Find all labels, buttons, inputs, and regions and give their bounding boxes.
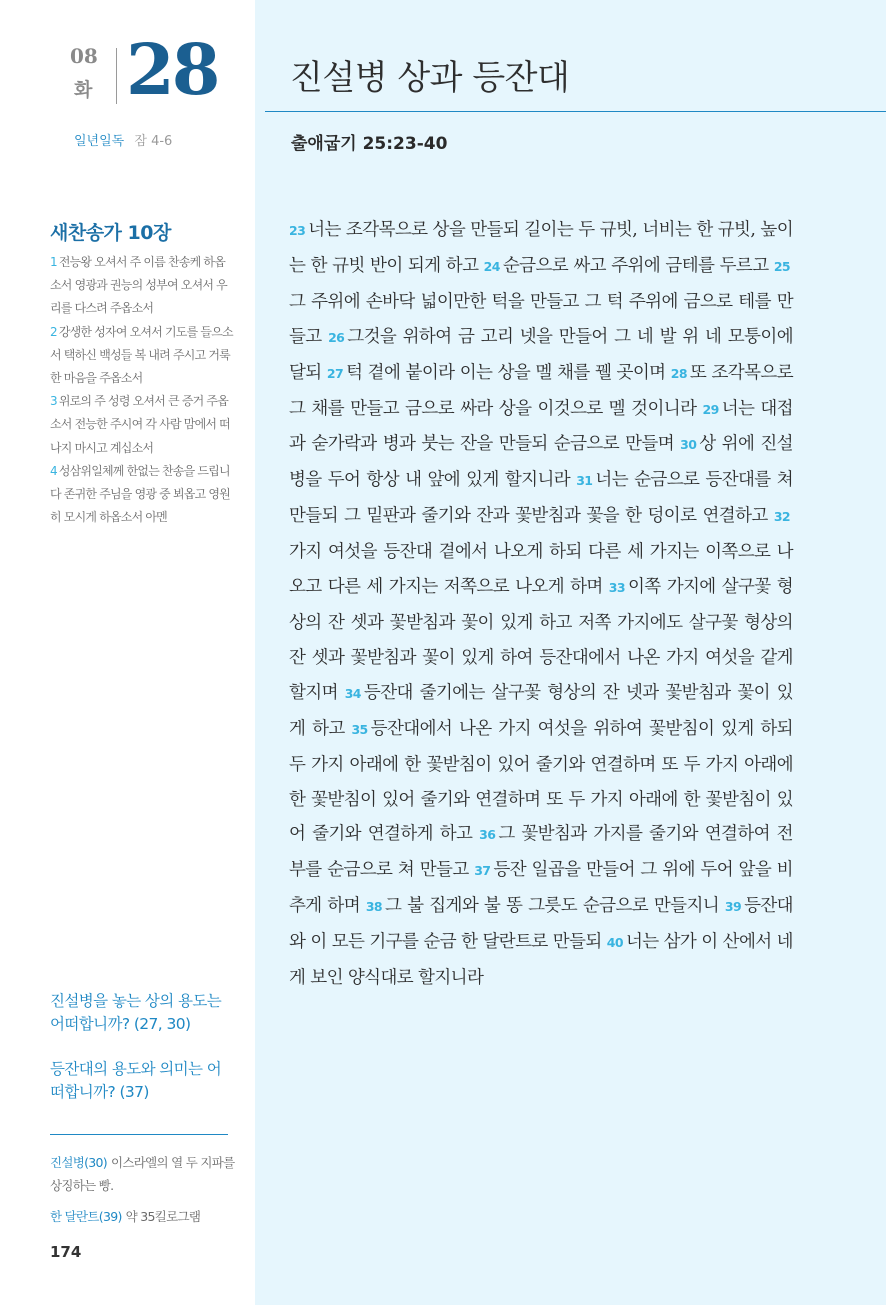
verse-number: 24 bbox=[483, 258, 500, 274]
hymn-verse-number: 1 bbox=[50, 255, 57, 269]
note-term: 진설병(30) bbox=[50, 1155, 107, 1170]
verse-number: 23 bbox=[289, 223, 306, 238]
verse-text: 등잔 일곱을 만들어 그 위에 두어 앞을 비추게 하며 bbox=[289, 860, 793, 917]
hymn-verse-number: 3 bbox=[50, 394, 57, 409]
passage-reference: 출애굽기 25:23-40 bbox=[291, 134, 448, 154]
verse-number: 38 bbox=[365, 899, 383, 915]
hymn-section bbox=[50, 218, 235, 529]
hymn-verse-text: 위로의 주 성령 오셔서 큰 증거 주옵소서 전능한 주시여 각 사람 맘에서 떠나지 마시고 계십소서 bbox=[50, 394, 230, 455]
hymn-verses bbox=[50, 251, 235, 529]
verse-number: 35 bbox=[351, 721, 368, 737]
date-day: 28 bbox=[126, 28, 218, 111]
scripture-text bbox=[289, 213, 793, 996]
date-month: 08 bbox=[70, 44, 98, 68]
verse-text: 등잔대에서 나온 가지 여섯을 위하여 꽃받침이 있게 하되 두 가지 아래에 한 꽃받침이 있어 줄기와 연결하며 또 두 가지 아래에 한 꽃받침이 있어 줄기와 연결하며 또 두 가지 아래에 한 꽃받침이 있어 줄기와 연결하게 하고 bbox=[289, 718, 793, 845]
verse-number: 30 bbox=[680, 437, 697, 453]
note-text: 약 35킬로그램 bbox=[125, 1209, 201, 1224]
verse-number: 27 bbox=[326, 365, 344, 381]
hymn-title: 새찬송가 10장 bbox=[50, 222, 171, 244]
verse-number: 32 bbox=[773, 509, 791, 525]
verse-number: 39 bbox=[724, 899, 742, 915]
hymn-verse-number: 4 bbox=[50, 463, 57, 478]
verse-number: 26 bbox=[328, 329, 345, 345]
chapter-title: 진설병 상과 등잔대 bbox=[290, 58, 570, 98]
verse-number: 28 bbox=[670, 365, 687, 381]
verse-text: 너는 조각목으로 상을 만들되 길이는 두 규빗, 너비는 한 규빗, 높이는 한 규빗 반이 되게 하고 bbox=[289, 220, 793, 276]
verse-text: 너는 대접과 숟가락과 병과 붓는 잔을 만들되 순금으로 만들며 bbox=[289, 398, 793, 455]
verse-number: 36 bbox=[479, 827, 496, 843]
verse-text: 그것을 위하여 금 고리 넷을 만들어 그 네 발 위 네 모퉁이에 달되 bbox=[289, 326, 793, 383]
verse-text: 너는 순금으로 등잔대를 쳐 만들되 그 밑판과 줄기와 잔과 꽃받침과 꽃을 한 덩이로 연결하고 bbox=[289, 470, 793, 527]
notes-divider bbox=[50, 1134, 228, 1135]
note-term: 한 달란트(39) bbox=[50, 1209, 122, 1224]
verse-text: 순금으로 싸고 주위에 금테를 두르고 bbox=[502, 255, 769, 276]
hymn-verse-text: 전능왕 오셔서 주 이름 찬송케 하옵소서 영광과 권능의 성부여 오셔서 우리를 다스려 주옵소서 bbox=[50, 255, 227, 316]
verse-text: 가지 여섯을 등잔대 곁에서 나오게 하되 다른 세 가지는 이쪽으로 나오고 다른 세 가지는 저쪽으로 나오게 하며 bbox=[289, 542, 793, 598]
verse-text: 턱 곁에 붙이라 이는 상을 멜 채를 꿸 곳이며 bbox=[346, 362, 666, 383]
date-weekday: 화 bbox=[74, 79, 93, 101]
verse-text: 그 꽃받침과 가지를 줄기와 연결하여 전부를 순금으로 쳐 만들고 bbox=[289, 824, 793, 881]
glossary-note bbox=[50, 1205, 235, 1228]
verse-number: 33 bbox=[608, 580, 625, 596]
study-questions bbox=[50, 990, 235, 1126]
verse-number: 37 bbox=[474, 863, 491, 879]
verse-number: 29 bbox=[702, 401, 719, 417]
verse-text: 등잔대와 이 모든 기구를 순금 한 달란트로 만들되 bbox=[289, 896, 793, 953]
verse-number: 40 bbox=[606, 935, 623, 951]
reading-label: 일년일독 bbox=[74, 134, 125, 149]
sidebar bbox=[0, 0, 255, 1305]
glossary-note bbox=[50, 1151, 235, 1197]
verse-text: 그 주위에 손바닥 넓이만한 턱을 만들고 그 턱 주위에 금으로 테를 만들고 bbox=[289, 291, 793, 347]
page-number: 174 bbox=[50, 1243, 82, 1261]
yearly-reading bbox=[74, 130, 172, 149]
study-question: 진설병을 놓는 상의 용도는 어떠합니까? (27, 30) bbox=[50, 992, 222, 1033]
glossary-notes bbox=[50, 1151, 235, 1236]
title-rule bbox=[265, 111, 886, 112]
note-text: 이스라엘의 열 두 지파를 상징하는 빵. bbox=[50, 1155, 235, 1193]
reading-ref: 잠 4-6 bbox=[134, 134, 173, 149]
verse-text: 이쪽 가지에 살구꽃 형상의 잔 셋과 꽃받침과 꽃이 있게 하고 저쪽 가지에도 살구꽃 형상의 잔 셋과 꽃받침과 꽃이 있게 하여 등잔대에서 나온 가지 여섯을 같게 할지며 bbox=[289, 577, 793, 703]
date-divider bbox=[116, 48, 117, 104]
verse-number: 25 bbox=[773, 258, 791, 274]
verse-number: 31 bbox=[576, 473, 593, 489]
verse-number: 34 bbox=[344, 685, 361, 701]
study-question: 등잔대의 용도와 의미는 어떠합니까? (37) bbox=[50, 1060, 222, 1101]
hymn-verse-text: 강생한 성자여 오셔서 기도를 들으소서 택하신 백성들 복 내려 주시고 거룩한 마음을 주옵소서 bbox=[50, 324, 233, 386]
verse-text: 너는 삼가 이 산에서 네게 보인 양식대로 할지니라 bbox=[289, 932, 793, 989]
verse-text: 또 조각목으로 그 채를 만들고 금으로 싸라 상을 이것으로 멜 것이니라 bbox=[289, 362, 794, 419]
verse-text: 상 위에 진설병을 두어 항상 내 앞에 있게 할지니라 bbox=[289, 434, 793, 491]
hymn-verse-number: 2 bbox=[50, 324, 57, 339]
verse-text: 그 불 집게와 불 똥 그릇도 순금으로 만들지니 bbox=[385, 896, 720, 917]
verse-text: 등잔대 줄기에는 살구꽃 형상의 잔 넷과 꽃받침과 꽃이 있게 하고 bbox=[289, 682, 793, 739]
hymn-verse-text: 성삼위일체께 한없는 찬송을 드립니다 존귀한 주님을 영광 중 뵈옵고 영원히 모시게 하옵소서 아멘 bbox=[50, 463, 230, 525]
